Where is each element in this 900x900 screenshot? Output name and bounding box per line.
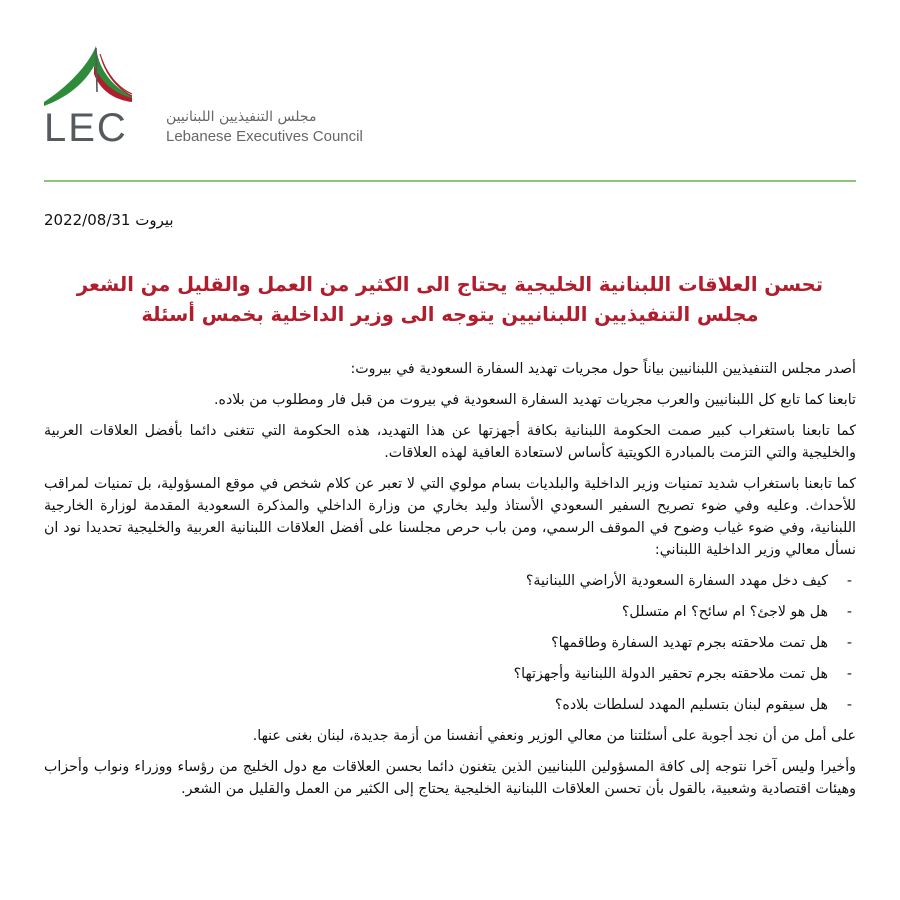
paragraph-2: كما تابعنا باستغراب كبير صمت الحكومة اللبنانية بكافة أجهزتها عن هذا التهديد، هذه الحكومة التي تتغنى دائما بأفضل العلاقات العربية والخليجية والتي التزمت بالمبادرة الكويتية كأساس لاستعادة العافية لهذه العلاقات.	[44, 423, 856, 461]
list-item	[44, 694, 856, 716]
list-item	[44, 632, 856, 654]
logo-english-name: Lebanese Executives Council	[166, 128, 363, 145]
question-text: كيف دخل مهدد السفارة السعودية الأراضي اللبنانية؟	[525, 573, 828, 589]
lec-emblem-icon	[44, 44, 134, 106]
list-dash: -	[846, 697, 852, 713]
logo-arabic-name: مجلس التنفيذيين اللبنانيين	[166, 109, 317, 125]
question-text: هل تمت ملاحقته بجرم تحقير الدولة اللبنانية وأجهزتها؟	[513, 666, 828, 682]
headline-line-1: تحسن العلاقات اللبنانية الخليجية يحتاج الى الكثير من العمل والقليل من الشعر	[76, 273, 824, 296]
question-text: هل تمت ملاحقته بجرم تهديد السفارة وطاقمها؟	[551, 635, 828, 651]
dateline: بيروت 2022/08/31	[44, 211, 174, 229]
logo-abbreviation: LEC	[44, 106, 128, 150]
list-item	[44, 601, 856, 623]
statement-body	[44, 358, 856, 809]
list-dash: -	[846, 635, 852, 651]
question-text: هل سيقوم لبنان بتسليم المهدد لسلطات بلاده؟	[554, 697, 828, 713]
list-dash: -	[846, 573, 852, 589]
lec-logo	[44, 44, 363, 154]
headline	[44, 270, 856, 330]
list-dash: -	[846, 604, 852, 620]
question-text: هل هو لاجئ؟ ام سائح؟ ام متسلل؟	[621, 604, 828, 620]
paragraph-3: كما تابعنا باستغراب شديد تمنيات وزير الداخلية والبلديات بسام مولوي التي لا تعبر عن كلام شخص في موقع المسؤولية، بل تمنيات لمراقب للأحداث. وعليه وفي ضوء تصريح السفير السعودي الأستاذ وليد بخاري من وزارة الداخلي والمذكرة السعودية المقدمة لوزارة الخارجية اللبنانية، وفي ضوء غياب وضوح في الموقف الرسمي، ومن باب حرص مجلسنا على أفضل العلاقات اللبنانية العربية والخليجية تحديدا نود ان نسأل معالي وزير الداخلية اللبناني:	[44, 476, 856, 558]
paragraph-1: تابعنا كما تابع كل اللبنانيين والعرب مجريات تهديد السفارة السعودية في بيروت من قبل فار ومطلوب من بلاده.	[214, 392, 856, 408]
questions-list	[44, 570, 856, 716]
list-item	[44, 570, 856, 592]
paragraph-4: على أمل من أن نجد أجوبة على أسئلتنا من معالي الوزير ونعفي أنفسنا من أزمة جديدة، لبنان بغنى عنها.	[252, 728, 856, 744]
list-dash: -	[846, 666, 852, 682]
headline-line-2: مجلس التنفيذيين اللبنانيين يتوجه الى وزير الداخلية بخمس أسئلة	[141, 303, 759, 326]
intro-paragraph: أصدر مجلس التنفيذيين اللبنانيين بياناً حول مجريات تهديد السفارة السعودية في بيروت:	[350, 361, 856, 377]
paragraph-5: وأخيرا وليس آخرا نتوجه إلى كافة المسؤولين اللبنانيين الذين يتغنون دائما بحسن العلاقات مع دول الخليج من رؤساء ووزراء ونواب وأحزاب وهيئات اقتصادية وشعبية، بالقول بأن تحسن العلاقات اللبنانية الخليجية يحتاج إلى الكثير من العمل والقليل من الشعر.	[44, 759, 856, 797]
header-divider	[44, 180, 856, 182]
list-item	[44, 663, 856, 685]
